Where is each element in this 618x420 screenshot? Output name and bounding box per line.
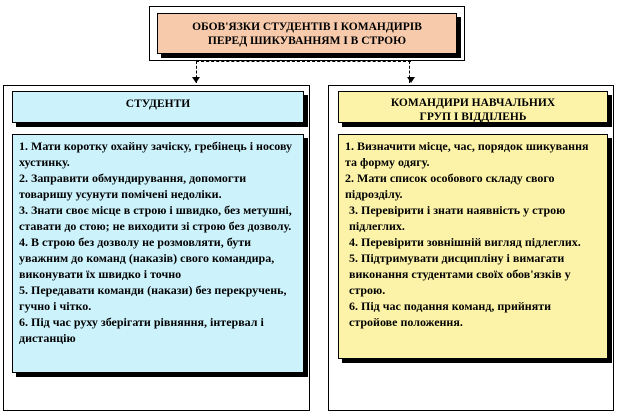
commanders-duty-item: 6. Під час подання команд, прийняти стройове положення. [349,299,552,329]
diagram-title-line1: ОБОВ'ЯЗКИ СТУДЕНТІВ І КОМАНДИРІВ [192,20,422,33]
commanders-duty-item: 1. Визначити місце, час, порядок шикування та форму одягу. [345,139,589,169]
commanders-title-line2: ГРУП І ВІДДІЛЕНЬ [419,111,527,123]
students-duty-item: 6. Під час руху зберігати рівняння, інтервал і дистанцію [19,315,264,345]
students-duties-list [12,134,304,373]
commanders-title-line1: КОМАНДИРИ НАВЧАЛЬНИХ [390,97,556,109]
students-duty-item: 4. В строю без дозволу не розмовляти, бути уважним до команд (наказів) свого командира, виконувати їх швидко і точно [19,235,275,281]
students-duty-item: 3. Знати своє місце в строю і швидко, без метушні, ставати до стою; не виходити зі строю без дозволу. [19,203,292,233]
diagram-title-line2: ПЕРЕД ШИКУВАННЯМ І В СТРОЮ [207,34,407,47]
commanders-duty-item: 2. Мати список особового складу свого підрозділу. [345,171,555,201]
students-title-text: СТУДЕНТИ [125,98,191,110]
students-duty-item: 1. Мати коротку охайну зачіску, гребінець і носову хустинку. [19,139,293,169]
commanders-title [338,91,608,123]
commanders-duty-item: 3. Перевірити і знати наявність у строю підлеглих. [349,203,566,233]
commanders-duty-item: 5. Підтримувати дисципліну і вимагати виконання студентами своїх обов'язків у строю. [349,251,571,297]
students-title [12,91,304,123]
arrow-down-icon-right [407,77,415,83]
commanders-duties-list [338,134,608,359]
connector-lines [196,61,410,83]
students-duty-item: 2. Заправити обмундирування, допомогти товаришу усунути помічені недоліки. [19,171,247,201]
arrow-down-icon-left [192,77,200,83]
students-duty-item: 5. Передавати команди (накази) без перекручень, гучно і чітко. [19,283,287,313]
commanders-duty-item: 4. Перевірити зовнішній вигляд підлеглих. [349,235,581,249]
diagram-title [157,13,457,54]
